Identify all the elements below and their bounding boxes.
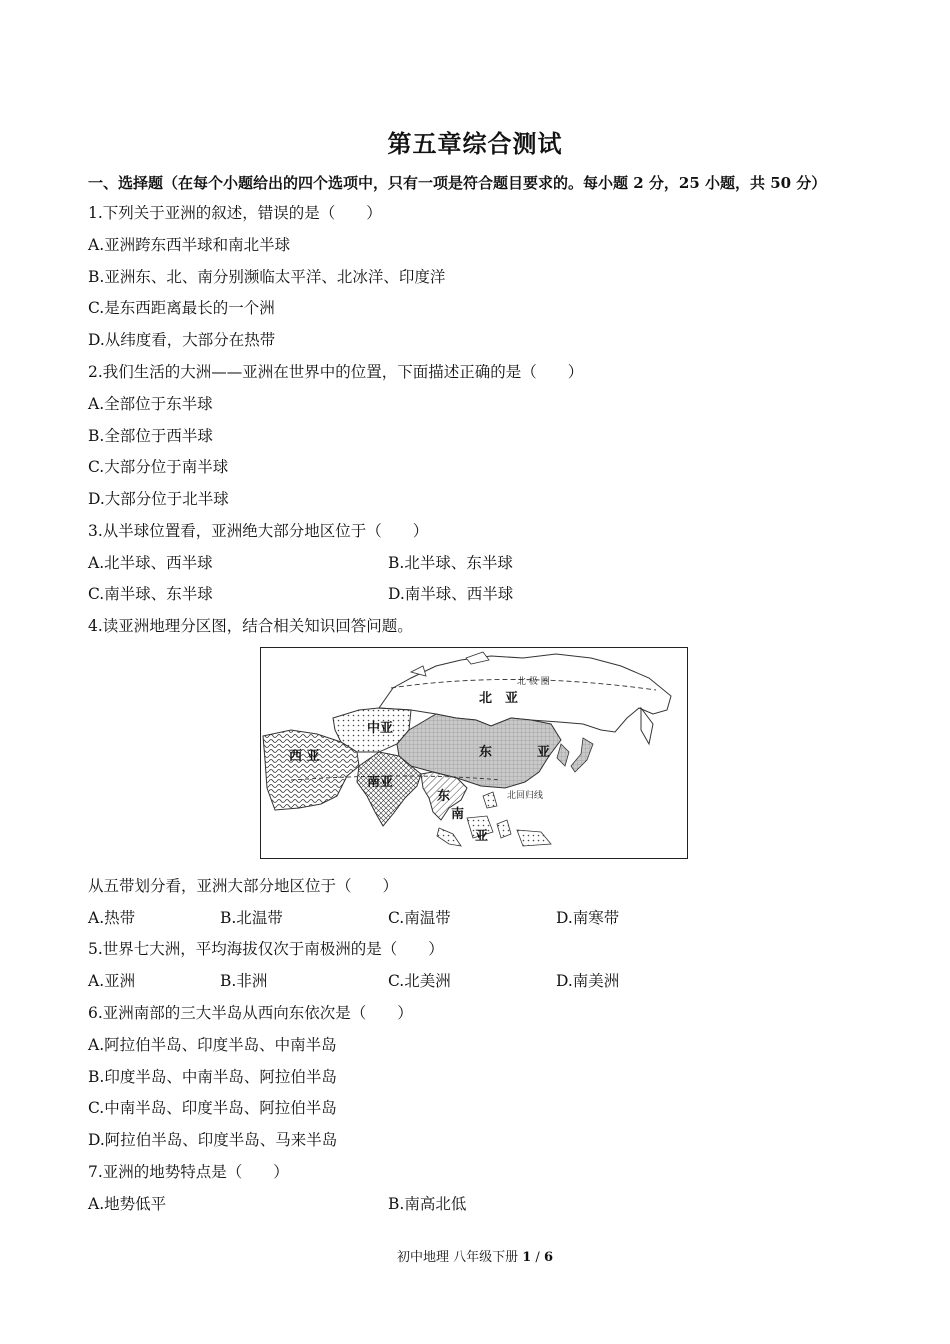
q5-option-a: A.亚洲 — [88, 972, 136, 990]
q3-stem: 3.从半球位置看，亚洲绝大部分地区位于（ ） — [88, 522, 429, 540]
q6-option-d: D.阿拉伯半岛、印度半岛、马来半岛 — [88, 1131, 338, 1149]
q2-option-a: A.全部位于东半球 — [88, 395, 213, 413]
q6-option-b: B.印度半岛、中南半岛、阿拉伯半岛 — [88, 1068, 337, 1086]
q1-stem: 1.下列关于亚洲的叙述，错误的是（ ） — [88, 204, 382, 222]
label-west-asia: 西 亚 — [289, 749, 320, 764]
label-north-asia: 北 亚 — [479, 691, 519, 706]
label-tropic-of-cancer: 北回归线 — [507, 791, 544, 801]
q4-stem: 4.读亚洲地理分区图，结合相关知识回答问题。 — [88, 617, 413, 635]
q7-option-a: A.地势低平 — [88, 1195, 167, 1213]
q2-stem: 2.我们生活的大洲——亚洲在世界中的位置，下面描述正确的是（ ） — [88, 363, 584, 381]
footer-separator: / — [531, 1250, 544, 1265]
q2-option-d: D.大部分位于北半球 — [88, 490, 229, 508]
label-south-asia: 南亚 — [367, 775, 394, 790]
q3-option-d: D.南半球、西半球 — [388, 585, 514, 603]
q3-option-a: A.北半球、西半球 — [88, 554, 213, 572]
q4-option-d: D.南寒带 — [556, 909, 620, 927]
page-footer — [0, 1246, 950, 1265]
q6-option-a: A.阿拉伯半岛、印度半岛、中南半岛 — [88, 1036, 337, 1054]
q1-option-b: B.亚洲东、北、南分别濒临太平洋、北冰洋、印度洋 — [88, 268, 446, 286]
q5-option-c: C.北美洲 — [388, 972, 451, 990]
label-southeast-asia-3: 亚 — [475, 829, 489, 844]
q4-option-c: C.南温带 — [388, 909, 451, 927]
q4-sub-stem: 从五带划分看，亚洲大部分地区位于（ ） — [88, 877, 399, 895]
label-east-asia-2: 亚 — [537, 745, 551, 760]
footer-page-total: 6 — [543, 1250, 553, 1265]
footer-text: 初中地理 八年级下册 — [396, 1250, 523, 1265]
q4-option-a: A.热带 — [88, 909, 136, 927]
q4-option-b: B.北温带 — [220, 909, 283, 927]
q7-option-b: B.南高北低 — [388, 1195, 467, 1213]
q2-option-c: C.大部分位于南半球 — [88, 458, 229, 476]
q7-stem: 7.亚洲的地势特点是（ ） — [88, 1163, 289, 1181]
label-arctic-circle: 北 极 圈 — [517, 677, 550, 687]
q5-stem: 5.世界七大洲，平均海拔仅次于南极洲的是（ ） — [88, 940, 444, 958]
q1-option-c: C.是东西距离最长的一个洲 — [88, 299, 275, 317]
q5-option-b: B.非洲 — [220, 972, 268, 990]
q1-option-a: A.亚洲跨东西半球和南北半球 — [88, 236, 291, 254]
q6-option-c: C.中南半岛、印度半岛、阿拉伯半岛 — [88, 1099, 337, 1117]
asia-region-map — [260, 647, 688, 859]
q2-option-b: B.全部位于西半球 — [88, 427, 213, 445]
footer-page-number: 1 — [522, 1250, 532, 1265]
label-central-asia: 中亚 — [367, 721, 394, 736]
q6-stem: 6.亚洲南部的三大半岛从西向东依次是（ ） — [88, 1004, 413, 1022]
doc-title: 第五章综合测试 — [387, 129, 563, 158]
asia-map-svg — [261, 648, 687, 858]
label-southeast-asia-2: 南 — [451, 807, 465, 822]
label-southeast-asia-1: 东 — [437, 789, 451, 804]
q3-option-c: C.南半球、东半球 — [88, 585, 213, 603]
q5-option-d: D.南美洲 — [556, 972, 620, 990]
q3-option-b: B.北半球、东半球 — [388, 554, 513, 572]
label-east-asia-1: 东 — [479, 745, 493, 760]
q1-option-d: D.从纬度看，大部分在热带 — [88, 331, 276, 349]
section-heading: 一、选择题（在每个小题给出的四个选项中，只有一项是符合题目要求的。每小题 2 分，25 小题，共 50 分） — [88, 174, 827, 192]
